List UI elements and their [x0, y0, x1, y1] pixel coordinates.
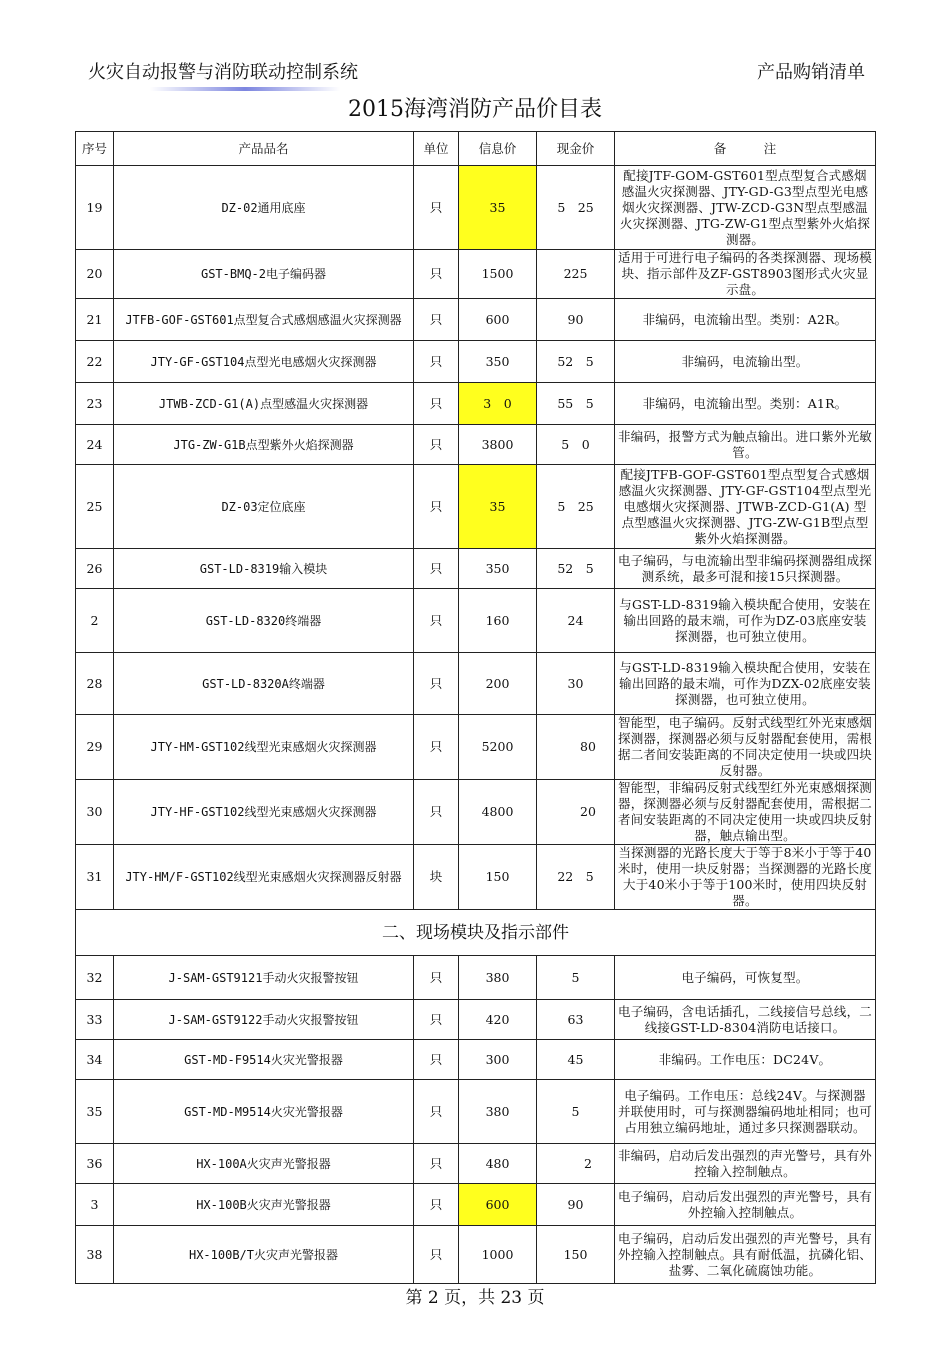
- cash-price: 90: [537, 1184, 615, 1226]
- remark: 非编码，电流输出型。类别：A2R。: [615, 299, 876, 341]
- cash-price: 90: [537, 299, 615, 341]
- remark: 电子编码，可恢复型。: [615, 956, 876, 1000]
- info-price: 380: [459, 1080, 537, 1144]
- info-price: 350: [459, 549, 537, 589]
- cash-price: 45: [537, 1040, 615, 1080]
- info-price: 300: [459, 1040, 537, 1080]
- unit: 块: [414, 845, 459, 910]
- row-number: 23: [76, 383, 114, 425]
- row-number: 3: [76, 1184, 114, 1226]
- unit: 只: [414, 341, 459, 383]
- info-price: 35: [459, 465, 537, 549]
- table-row: [76, 1144, 876, 1184]
- info-price: 160: [459, 589, 537, 653]
- system-title: 火灾自动报警与消防联动控制系统: [88, 62, 358, 83]
- row-number: 2: [76, 589, 114, 653]
- table-row: [76, 299, 876, 341]
- unit: 只: [414, 1226, 459, 1284]
- product-name: DZ-03定位底座: [114, 465, 414, 549]
- info-price: 4800: [459, 780, 537, 845]
- info-price: 420: [459, 1000, 537, 1040]
- remark: 配接JTF-GOM-GST601型点型复合式感烟感温火灾探测器、JTY-GD-G3型点型光电感烟火灾探测器、JTW-ZCD-G3N型点型感温火灾探测器、JTG-ZW-G1型点型紫外火焰探测器。: [615, 166, 876, 250]
- unit: 只: [414, 1144, 459, 1184]
- cash-price: 20: [537, 780, 615, 845]
- unit: 只: [414, 1040, 459, 1080]
- row-number: 33: [76, 1000, 114, 1040]
- unit: 只: [414, 383, 459, 425]
- row-number: 34: [76, 1040, 114, 1080]
- unit: 只: [414, 425, 459, 465]
- product-name: GST-MD-M9514火灾光警报器: [114, 1080, 414, 1144]
- unit: 只: [414, 299, 459, 341]
- table-row: [76, 845, 876, 910]
- product-name: HX-100B火灾声光警报器: [114, 1184, 414, 1226]
- row-number: 30: [76, 780, 114, 845]
- row-number: 36: [76, 1144, 114, 1184]
- list-title: 产品购销清单: [757, 62, 865, 83]
- table-row: [76, 383, 876, 425]
- col-header-no: 序号: [76, 132, 114, 166]
- table-row: [76, 341, 876, 383]
- info-price: 1500: [459, 250, 537, 299]
- remark: 当探测器的光路长度大于等于8米小于等于40米时，使用一块反射器；当探测器的光路长度大于40米小于等于100米时，使用四块反射器。: [615, 845, 876, 910]
- cash-price: 5 25: [537, 465, 615, 549]
- remark: 与GST-LD-8319输入模块配合使用，安装在输出回路的最末端，可作为DZ-03底座安装探测器，也可独立使用。: [615, 589, 876, 653]
- info-price: 5200: [459, 715, 537, 780]
- table-row: [76, 465, 876, 549]
- info-price: 3800: [459, 425, 537, 465]
- section-row: [76, 910, 876, 956]
- table-row: [76, 1000, 876, 1040]
- remark: 与GST-LD-8319输入模块配合使用，安装在输出回路的最末端，可作为DZX-02底座安装探测器，也可独立使用。: [615, 653, 876, 715]
- product-name: GST-LD-8319输入模块: [114, 549, 414, 589]
- table-row: [76, 1226, 876, 1284]
- unit: 只: [414, 715, 459, 780]
- row-number: 21: [76, 299, 114, 341]
- product-name: JTWB-ZCD-G1(A)点型感温火灾探测器: [114, 383, 414, 425]
- unit: 只: [414, 549, 459, 589]
- table-row: [76, 589, 876, 653]
- table-row: [76, 425, 876, 465]
- table-row: [76, 549, 876, 589]
- row-number: 26: [76, 549, 114, 589]
- product-name: JTY-HF-GST102线型光束感烟火灾探测器: [114, 780, 414, 845]
- remark: 配接JTFB-GOF-GST601型点型复合式感烟感温火灾探测器、JTY-GF-GST104型点型光电感烟火灾探测器、JTWB-ZCD-G1(A) 型点型感温火灾探测器、JTG-ZW-G1B型点型紫外火焰探测器。: [615, 465, 876, 549]
- table-row: [76, 250, 876, 299]
- cash-price: 52 5: [537, 549, 615, 589]
- remark: 非编码，报警方式为触点输出。进口紫外光敏管。: [615, 425, 876, 465]
- cash-price: 225: [537, 250, 615, 299]
- table-row: [76, 653, 876, 715]
- remark: 非编码，启动后发出强烈的声光警号，具有外控输入控制触点。: [615, 1144, 876, 1184]
- remark: 电子编码，启动后发出强烈的声光警号，具有外控输入控制触点。具有耐低温，抗磷化铝、盐雾、二氧化硫腐蚀功能。: [615, 1226, 876, 1284]
- product-name: GST-LD-8320A终端器: [114, 653, 414, 715]
- info-price: 350: [459, 341, 537, 383]
- product-name: JTG-ZW-G1B点型紫外火焰探测器: [114, 425, 414, 465]
- product-name: JTFB-GOF-GST601点型复合式感烟感温火灾探测器: [114, 299, 414, 341]
- row-number: 20: [76, 250, 114, 299]
- row-number: 29: [76, 715, 114, 780]
- cash-price: 80: [537, 715, 615, 780]
- page-footer: 第 2 页，共 23 页: [405, 1288, 545, 1308]
- info-price: 600: [459, 1184, 537, 1226]
- remark: 智能型，电子编码。反射式线型红外光束感烟探测器，探测器必须与反射器配套使用，需根据二者间安装距离的不同决定使用一块或四块反射器。: [615, 715, 876, 780]
- product-name: DZ-02通用底座: [114, 166, 414, 250]
- section-title: 二、现场模块及指示部件: [76, 910, 876, 956]
- table-row: [76, 1040, 876, 1080]
- cash-price: 5 25: [537, 166, 615, 250]
- cash-price: 52 5: [537, 341, 615, 383]
- col-header-name: 产品品名: [114, 132, 414, 166]
- row-number: 32: [76, 956, 114, 1000]
- info-price: 3 0: [459, 383, 537, 425]
- info-price: 480: [459, 1144, 537, 1184]
- product-name: J-SAM-GST9122手动火灾报警按钮: [114, 1000, 414, 1040]
- info-price: 150: [459, 845, 537, 910]
- cash-price: 2: [537, 1144, 615, 1184]
- page-title: 2015海湾消防产品价目表: [348, 97, 602, 122]
- cash-price: 150: [537, 1226, 615, 1284]
- cash-price: 5: [537, 956, 615, 1000]
- remark: 电子编码。工作电压：总线24V。与探测器并联使用时，可与探测器编码地址相同；也可占用独立编码地址，通过多只探测器联动。: [615, 1080, 876, 1144]
- unit: 只: [414, 956, 459, 1000]
- table-row: [76, 715, 876, 780]
- unit: 只: [414, 250, 459, 299]
- info-price: 200: [459, 653, 537, 715]
- remark: 非编码，电流输出型。类别：A1R。: [615, 383, 876, 425]
- row-number: 35: [76, 1080, 114, 1144]
- remark: 电子编码，启动后发出强烈的声光警号，具有外控输入控制触点。: [615, 1184, 876, 1226]
- header-accent-line: [150, 87, 340, 91]
- product-name: JTY-HM-GST102线型光束感烟火灾探测器: [114, 715, 414, 780]
- row-number: 31: [76, 845, 114, 910]
- row-number: 24: [76, 425, 114, 465]
- col-header-note: 备 注: [615, 132, 876, 166]
- table-row: [76, 166, 876, 250]
- product-name: JTY-GF-GST104点型光电感烟火灾探测器: [114, 341, 414, 383]
- table-row: [76, 1184, 876, 1226]
- cash-price: 22 5: [537, 845, 615, 910]
- info-price: 380: [459, 956, 537, 1000]
- col-header-cash-price: 现金价: [537, 132, 615, 166]
- product-name: GST-LD-8320终端器: [114, 589, 414, 653]
- info-price: 600: [459, 299, 537, 341]
- product-name: JTY-HM/F-GST102线型光束感烟火灾探测器反射器: [114, 845, 414, 910]
- product-name: HX-100B/T火灾声光警报器: [114, 1226, 414, 1284]
- product-name: GST-MD-F9514火灾光警报器: [114, 1040, 414, 1080]
- row-number: 25: [76, 465, 114, 549]
- unit: 只: [414, 1184, 459, 1226]
- cash-price: 5 0: [537, 425, 615, 465]
- cash-price: 63: [537, 1000, 615, 1040]
- remark: 非编码。工作电压：DC24V。: [615, 1040, 876, 1080]
- unit: 只: [414, 1080, 459, 1144]
- remark: 非编码，电流输出型。: [615, 341, 876, 383]
- remark: 电子编码，与电流输出型非编码探测器组成探测系统，最多可混和接15只探测器。: [615, 549, 876, 589]
- table-header-row: [76, 132, 876, 166]
- col-header-unit: 单位: [414, 132, 459, 166]
- cash-price: 55 5: [537, 383, 615, 425]
- cash-price: 30: [537, 653, 615, 715]
- price-table: [75, 131, 876, 1284]
- product-name: HX-100A火灾声光警报器: [114, 1144, 414, 1184]
- info-price: 1000: [459, 1226, 537, 1284]
- unit: 只: [414, 465, 459, 549]
- cash-price: 24: [537, 589, 615, 653]
- row-number: 19: [76, 166, 114, 250]
- info-price: 35: [459, 166, 537, 250]
- unit: 只: [414, 653, 459, 715]
- table-row: [76, 1080, 876, 1144]
- table-row: [76, 956, 876, 1000]
- product-name: GST-BMQ-2电子编码器: [114, 250, 414, 299]
- unit: 只: [414, 166, 459, 250]
- unit: 只: [414, 589, 459, 653]
- unit: 只: [414, 780, 459, 845]
- remark: 智能型，非编码反射式线型红外光束感烟探测器，探测器必须与反射器配套使用，需根据二者间安装距离的不同决定使用一块或四块反射器，触点输出型。: [615, 780, 876, 845]
- remark: 电子编码，含电话插孔，二线接信号总线，二线接GST-LD-8304消防电话接口。: [615, 1000, 876, 1040]
- row-number: 28: [76, 653, 114, 715]
- col-header-info-price: 信息价: [459, 132, 537, 166]
- row-number: 22: [76, 341, 114, 383]
- table-row: [76, 780, 876, 845]
- row-number: 38: [76, 1226, 114, 1284]
- cash-price: 5: [537, 1080, 615, 1144]
- unit: 只: [414, 1000, 459, 1040]
- remark: 适用于可进行电子编码的各类探测器、现场模块、指示部件及ZF-GST8903图形式火灾显示盘。: [615, 250, 876, 299]
- product-name: J-SAM-GST9121手动火灾报警按钮: [114, 956, 414, 1000]
